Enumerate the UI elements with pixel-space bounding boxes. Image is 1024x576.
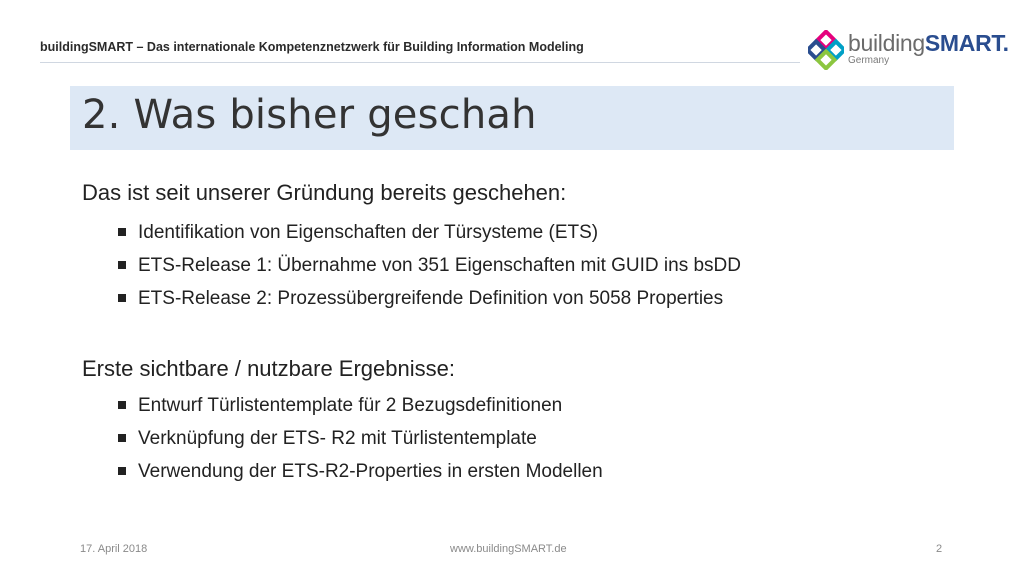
list-item-text: Verwendung der ETS-R2-Properties in ersten Modellen xyxy=(138,461,603,482)
bullet-list-1 xyxy=(118,216,741,315)
section-heading-2: Erste sichtbare / nutzbare Ergebnisse: xyxy=(82,356,455,381)
list-item-text: Identifikation von Eigenschaften der Türsysteme (ETS) xyxy=(138,222,599,243)
list-item xyxy=(118,282,741,315)
square-bullet-icon xyxy=(118,294,126,302)
logo xyxy=(808,28,1009,72)
list-item-text: Entwurf Türlistentemplate für 2 Bezugsdefinitionen xyxy=(138,395,563,416)
list-item xyxy=(118,389,603,422)
header-text: buildingSMART – Das internationale Kompetenznetzwerk für Building Information Modeling xyxy=(40,40,584,54)
square-bullet-icon xyxy=(118,401,126,409)
list-item-text: Verknüpfung der ETS- R2 mit Türlistentemplate xyxy=(138,428,537,449)
list-item-text: ETS-Release 1: Übernahme von 351 Eigenschaften mit GUID ins bsDD xyxy=(138,255,741,276)
list-item-text: ETS-Release 2: Prozessübergreifende Definition von 5058 Properties xyxy=(138,288,724,309)
buildingsmart-logo-icon xyxy=(808,30,844,70)
square-bullet-icon xyxy=(118,467,126,475)
square-bullet-icon xyxy=(118,228,126,236)
logo-word-prefix: building xyxy=(848,30,925,56)
title-bar xyxy=(70,86,954,150)
list-item xyxy=(118,422,603,455)
square-bullet-icon xyxy=(118,434,126,442)
list-item xyxy=(118,216,741,249)
footer-page-number: 2 xyxy=(936,543,943,555)
logo-word-suffix: SMART. xyxy=(924,30,1009,56)
bullet-list-2 xyxy=(118,389,603,488)
logo-subtitle: Germany xyxy=(848,55,890,66)
logo-wordmark xyxy=(848,30,1009,57)
section-heading-1: Das ist seit unserer Gründung bereits geschehen: xyxy=(82,180,567,205)
page-title: 2. Was bisher geschah xyxy=(82,92,537,138)
footer-date: 17. April 2018 xyxy=(80,543,148,555)
list-item xyxy=(118,249,741,282)
list-item xyxy=(118,455,603,488)
header-rule xyxy=(40,62,800,63)
square-bullet-icon xyxy=(118,261,126,269)
footer-website[interactable]: www.buildingSMART.de xyxy=(450,543,567,555)
